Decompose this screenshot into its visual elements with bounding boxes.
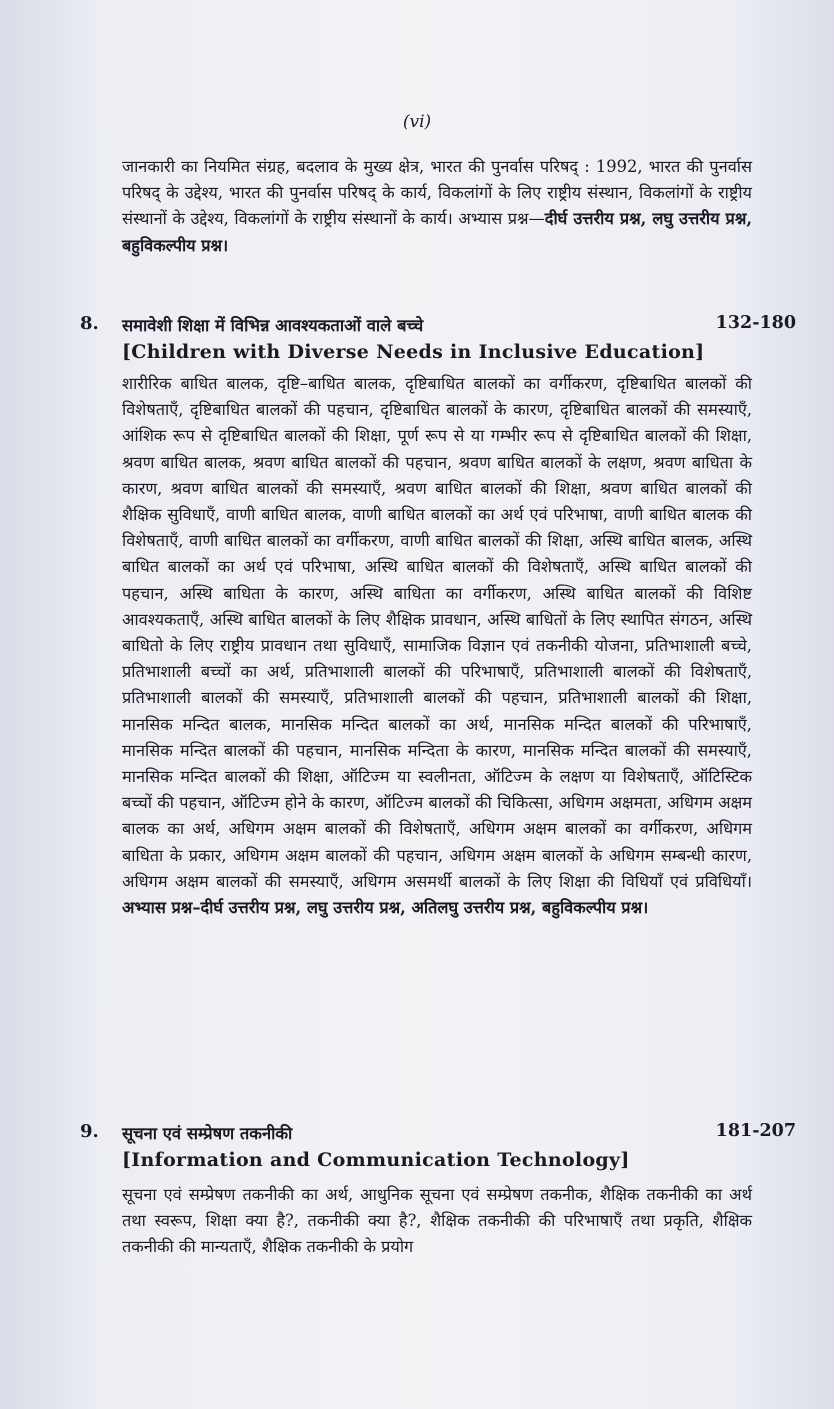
- chapter-8-text: शारीरिक बाधित बालक, दृष्टि–बाधित बालक, दृष्टिबाधित बालकों का वर्गीकरण, दृष्टिबाधित बालकों की विशेषताएँ, दृष्टिबाधित बालकों की पहचान, दृष्टिबाधित बालकों के कारण, दृष्टिबाधित बालकों की समस्याएँ, आंशिक रूप से दृष्टिबाधित बालकों की शिक्षा, पूर्ण रूप से या गम्भीर रूप से दृष्टिबाधित बालकों की शिक्षा, श्रवण बाधित बालक, श्रवण बाधित बालकों की पहचान, श्रवण बाधित बालकों के लक्षण, श्रवण बाधिता के कारण, श्रवण बाधित बालकों की समस्याएँ, श्रवण बाधित बालकों की शिक्षा, श्रवण बाधित बालकों की शैक्षिक सुविधाएँ, वाणी बाधित बालक, वाणी बाधित बालकों का अर्थ एवं परिभाषा, वाणी बाधित बालक की विशेषताएँ, वाणी बाधित बालकों का वर्गीकरण, वाणी बाधित बालकों की शिक्षा, अस्थि बाधित बालक, अस्थि बाधित बालकों का अर्थ एवं परिभाषा, अस्थि बाधित बालकों की विशेषताएँ, अस्थि बाधित बालकों की पहचान, अस्थि बाधिता के कारण, अस्थि बाधिता का वर्गीकरण, अस्थि बाधित बालकों की विशिष्ट आवश्यकताएँ, अस्थि बाधित बालकों के लिए शैक्षिक प्रावधान, अस्थि बाधितों के लिए स्थापित संगठन, अस्थि बाधितो के लिए राष्ट्रीय प्रावधान तथा सुविधाएँ, सामाजिक विज्ञान एवं तकनीकी योजना, प्रतिभाशाली बच्चे, प्रतिभाशाली बच्चों का अर्थ, प्रतिभाशाली बालकों की परिभाषाएँ, प्रतिभाशाली बालकों की विशेषताएँ, प्रतिभाशाली बालकों की समस्याएँ, प्रतिभाशाली बालकों की पहचान, प्रतिभाशाली बालकों की शिक्षा, मानसिक मन्दित बालक, मानसिक मन्दित बालकों का अर्थ, मानसिक मन्दित बालकों की परिभाषाएँ, मानसिक मन्दित बालकों की पहचान, मानसिक मन्दिता के कारण, मानसिक मन्दित बालकों की समस्याएँ, मानसिक मन्दित बालकों की शिक्षा, ऑटिज्म या स्वलीनता, ऑटिज्म के लक्षण या विशेषताएँ, ऑटिस्टिक बच्चों की पहचान, ऑटिज्म होने के कारण, ऑटिज्म बालकों की चिकित्सा, अधिगम अक्षमता, अधिगम अक्षम बालक का अर्थ, अधिगम अक्षम बालकों की विशेषताएँ, अधिगम अक्षम बालकों का वर्गीकरण, अधिगम बाधिता के प्रकार, अधिगम अक्षम बालकों की पहचान, अधिगम अक्षम बालकों के अधिगम सम्बन्धी कारण, अधिगम अक्षम बालकों की समस्याएँ, अधिगम असमर्थी बालकों के लिए शिक्षा की विधियाँ एवं प्रविधियाँ।: [122, 374, 752, 891]
- chapter-9-title: सूचना एवं सम्प्रेषण तकनीकी: [122, 1124, 293, 1143]
- chapter-9-english-title: [Information and Communication Technology]: [122, 1149, 630, 1171]
- chapter-8-title: समावेशी शिक्षा में विभिन्न आवश्यकताओं वाले बच्चे: [122, 316, 424, 335]
- chapter-8-english-title: [Children with Diverse Needs in Inclusive Education]: [122, 341, 705, 363]
- chapter-9-pages: 181-207: [715, 1121, 796, 1141]
- chapter-8-number: 8.: [80, 313, 99, 334]
- chapter-9-number: 9.: [80, 1121, 99, 1142]
- chapter-8-pages: 132-180: [715, 313, 796, 333]
- chapter-8-contents: [122, 371, 752, 921]
- chapter-9-contents: [122, 1182, 752, 1261]
- intro-exercises: दीर्घ उत्तरीय प्रश्न, लघु उत्तरीय प्रश्न, बहुविकल्पीय प्रश्न।: [122, 209, 752, 255]
- page-number: (vi): [402, 112, 432, 132]
- chapter-8-exercises: अभ्यास प्रश्न–दीर्घ उत्तरीय प्रश्न, लघु उत्तरीय प्रश्न, अतिलघु उत्तरीय प्रश्न, बहुविकल्पीय प्रश्न।: [122, 898, 649, 918]
- intro-text: जानकारी का नियमित संग्रह, बदलाव के मुख्य क्षेत्र, भारत की पुनर्वास परिषद् : 1992, भारत की पुनर्वास परिषद् के उद्देश्य, भारत की पुनर्वास परिषद् के कार्य, विकलांगों के लिए राष्ट्रीय संस्थान, विकलांगों के राष्ट्रीय संस्थानों के उद्देश्य, विकलांगों के राष्ट्रीय संस्थानों के कार्य। अभ्यास प्रश्न—: [122, 157, 752, 229]
- chapter-9-text: सूचना एवं सम्प्रेषण तकनीकी का अर्थ, आधुनिक सूचना एवं सम्प्रेषण तकनीक, शैक्षिक तकनीकी का अर्थ तथा स्वरूप, शिक्षा क्या है?, तकनीकी क्या है?, शैक्षिक तकनीकी की परिभाषाएँ तथा प्रकृति, शैक्षिक तकनीकी की मान्यताएँ, शैक्षिक तकनीकी के प्रयोग: [122, 1185, 752, 1257]
- intro-paragraph: [122, 154, 752, 259]
